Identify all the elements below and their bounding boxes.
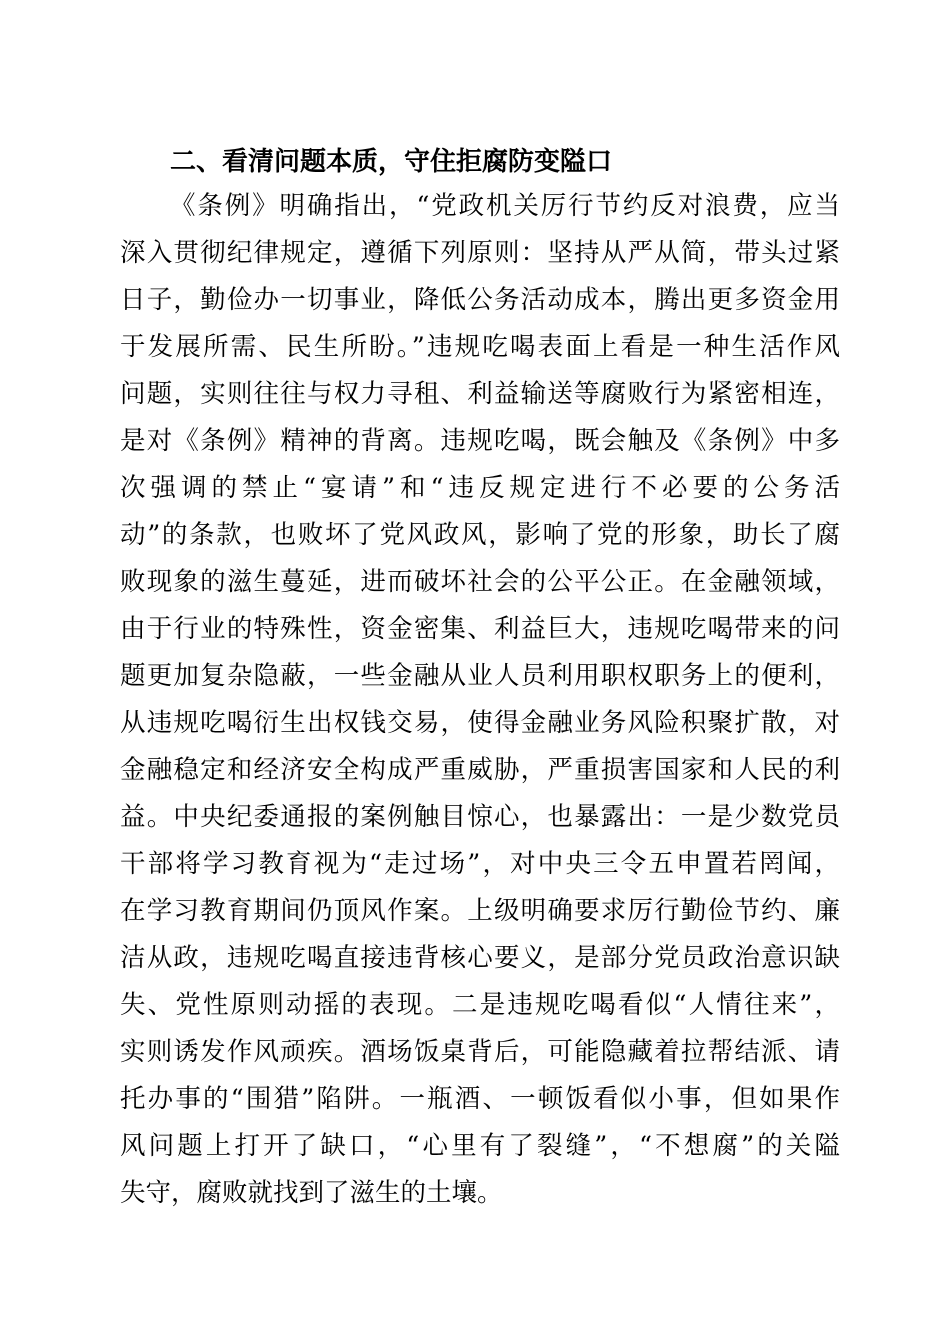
paragraph-line: 问题，实则往往与权力寻租、利益输送等腐败行为紧密相连， (120, 379, 840, 409)
paragraph-line: 题更加复杂隐蔽，一些金融从业人员利用职权职务上的便利， (120, 661, 840, 691)
paragraph-line: 于发展所需、民生所盼。”违规吃喝表面上看是一种生活作风 (120, 332, 840, 362)
paragraph-line: 托办事的“围猎”陷阱。一瓶酒、一顿饭看似小事，但如果作 (120, 1084, 840, 1114)
paragraph-line: 失、党性原则动摇的表现。二是违规吃喝看似“人情往来”， (120, 990, 840, 1020)
paragraph-line: 次强调的禁止“宴请”和“违反规定进行不必要的公务活 (120, 473, 840, 503)
paragraph-line: 风问题上打开了缺口，“心里有了裂缝”，“不想腐”的关隘 (120, 1131, 840, 1161)
paragraph-line: 是对《条例》精神的背离。违规吃喝，既会触及《条例》中多 (120, 426, 840, 456)
paragraph-line: 在学习教育期间仍顶风作案。上级明确要求厉行勤俭节约、廉 (120, 896, 840, 926)
paragraph-line: 败现象的滋生蔓延，进而破坏社会的公平公正。在金融领域， (120, 567, 840, 597)
paragraph-line: 《条例》明确指出，“党政机关厉行节约反对浪费，应当 (170, 191, 840, 221)
paragraph-line: 深入贯彻纪律规定，遵循下列原则：坚持从严从简，带头过紧 (120, 238, 840, 268)
paragraph-line: 实则诱发作风顽疾。酒场饭桌背后，可能隐藏着拉帮结派、请 (120, 1037, 840, 1067)
paragraph-line: 动”的条款，也败坏了党风政风，影响了党的形象，助长了腐 (120, 520, 840, 550)
body-paragraph (120, 183, 840, 1217)
paragraph-line: 益。中央纪委通报的案例触目惊心，也暴露出：一是少数党员 (120, 802, 840, 832)
paragraph-line: 失守，腐败就找到了滋生的土壤。 (120, 1178, 503, 1208)
paragraph-line: 由于行业的特殊性，资金密集、利益巨大，违规吃喝带来的问 (120, 614, 840, 644)
section-heading: 二、看清问题本质，守住拒腐防变隘口 (170, 147, 613, 177)
paragraph-line: 干部将学习教育视为“走过场”，对中央三令五申置若罔闻， (120, 849, 840, 879)
paragraph-line: 日子，勤俭办一切事业，降低公务活动成本，腾出更多资金用 (120, 285, 840, 315)
paragraph-line: 洁从政，违规吃喝直接违背核心要义，是部分党员政治意识缺 (120, 943, 840, 973)
paragraph-line: 金融稳定和经济安全构成严重威胁，严重损害国家和人民的利 (120, 755, 840, 785)
paragraph-line: 从违规吃喝衍生出权钱交易，使得金融业务风险积聚扩散，对 (120, 708, 840, 738)
